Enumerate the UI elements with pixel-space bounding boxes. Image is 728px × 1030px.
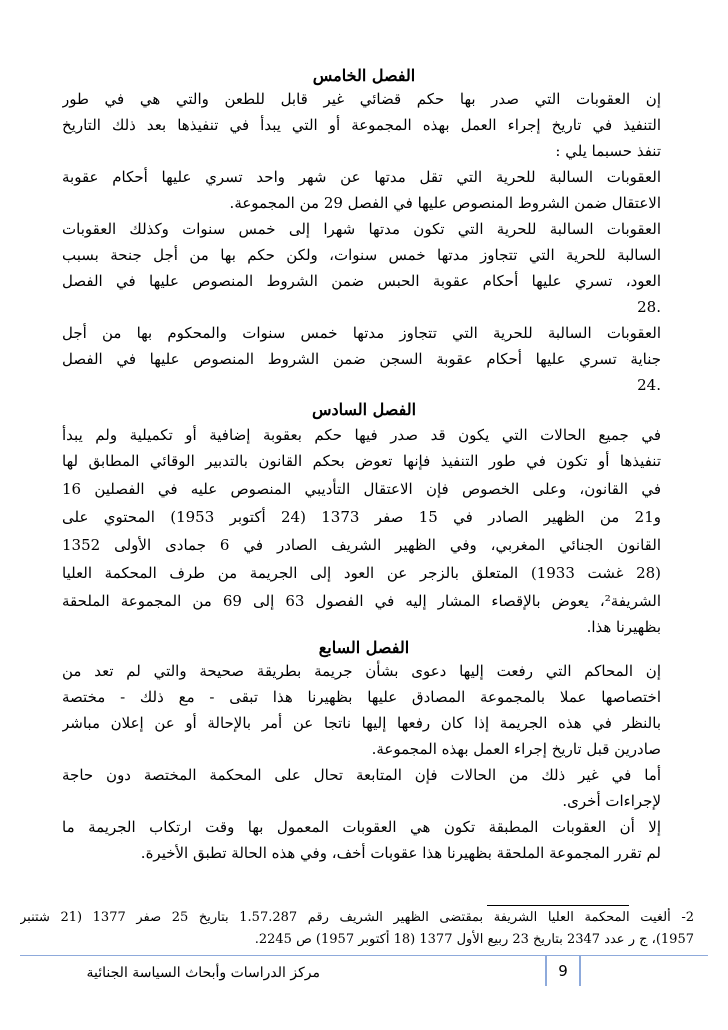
chapter-five-line-9: .28 xyxy=(637,298,661,316)
chapter-six-line-7: الشريفة²، يعوض بالإقصاء المشار إليه في الفصول 63 إلى 69 من المجموعة الملحقة xyxy=(62,592,661,610)
chapter-seven-line-4: صادرين قبل تاريخ إجراء العمل بهذه المجموعة. xyxy=(371,740,661,758)
chapter-seven-line-7: إلا أن العقوبات المطبقة تكون هي العقوبات المعمول بها وقت ارتكاب الجريمة ما xyxy=(62,818,661,836)
chapter-five-line-7: السالبة للحرية التي تتجاوز مدتها خمس سنوات، ولكن حكم بها من أجل جنحة بسبب xyxy=(62,246,661,264)
footnote-line-1: 2- ألغيت المحكمة العليا الشريفة بمقتضى الظهير الشريف رقم 1.57.287 بتاريخ 25 صفر 1377 (21 شتنبر xyxy=(20,910,694,925)
chapter-seven-line-3: بالنظر في هذه الجريمة إذا كان رفعها إليها ناتجا عن أمر بالإحالة أو عن إعلان مباشر xyxy=(62,714,661,732)
chapter-seven-title: الفصل السابع xyxy=(318,638,410,657)
chapter-six-line-6: (28 غشت 1933) المتعلق بالزجر عن العود إلى الجريمة من طرف المحكمة العليا xyxy=(62,564,661,582)
chapter-five-line-5: الاعتقال ضمن الشروط المنصوص عليها في الفصل 29 من المجموعة. xyxy=(229,194,661,212)
chapter-five-line-2: التنفيذ في تاريخ إجراء العمل بهذه المجموعة أو التي يبدأ في تنفيذها بعد ذلك التاريخ xyxy=(62,116,661,134)
chapter-six-title: الفصل السادس xyxy=(311,400,417,419)
chapter-seven-line-8: لم تقرر المجموعة الملحقة بظهيرنا هذا عقوبات أخف، وفي هذه الحالة تطبق الأخيرة. xyxy=(140,844,661,862)
footer-center-name: مركز الدراسات وأبحاث السياسة الجنائية xyxy=(86,965,320,981)
chapter-five-title: الفصل الخامس xyxy=(312,66,416,85)
chapter-five-line-3: تنفذ حسبما يلي : xyxy=(555,142,661,160)
chapter-five-line-12: .24 xyxy=(637,376,661,394)
chapter-six-line-2: تنفيذها أو تكون في طور التنفيذ فإنها تعوض بحكم القانون بالتدبير الوقائي المطابق لها xyxy=(62,452,661,470)
chapter-five-line-4: العقوبات السالبة للحرية التي تقل مدتها عن شهر واحد تسري عليها أحكام عقوبة xyxy=(62,168,661,186)
footnote-separator xyxy=(487,905,629,906)
chapter-seven-line-2: اختصاصها عملا بالمجموعة المصادق عليها بظهيرنا هذا تبقى - مع ذلك - مختصة xyxy=(62,688,661,706)
chapter-five-line-1: إن العقوبات التي صدر بها حكم قضائي غير قابل للطعن والتي هي في طور xyxy=(62,90,661,108)
footnote-line-2: 1957)، ج ر عدد 2347 بتاريخ 23 ربيع الأول 1377 (18 أكتوبر 1957) ص 2245. xyxy=(254,932,694,947)
page-number: 9 xyxy=(545,956,581,986)
footer-rule xyxy=(20,955,708,956)
chapter-five-line-11: جناية تسري عليها أحكام عقوبة السجن ضمن الشروط المنصوص عليها في الفصل xyxy=(62,350,661,368)
chapter-five-line-6: العقوبات السالبة للحرية التي تكون مدتها شهرا إلى خمس سنوات وكذلك العقوبات xyxy=(62,220,661,238)
chapter-six-line-4: و21 من الظهير الصادر في 15 صفر 1373 (24 أكتوبر 1953) المحتوي على xyxy=(62,508,661,526)
chapter-seven-line-6: لإجراءات أخرى. xyxy=(562,792,661,810)
chapter-seven-line-1: إن المحاكم التي رفعت إليها دعوى بشأن جريمة بطريقة صحيحة والتي لم تعد من xyxy=(62,662,661,680)
chapter-six-line-8: بظهيرنا هذا. xyxy=(586,618,661,636)
chapter-six-line-3: في القانون، وعلى الخصوص فإن الاعتقال التأديبي المنصوص عليه في الفصلين 16 xyxy=(62,480,661,498)
chapter-six-line-1: في جميع الحالات التي يكون قد صدر فيها حكم بعقوبة إضافية أو تكميلية ولم يبدأ xyxy=(62,426,661,444)
chapter-five-line-8: العود، تسري عليها أحكام عقوبة الحبس ضمن الشروط المنصوص عليها في الفصل xyxy=(62,272,661,290)
chapter-five-line-10: العقوبات السالبة للحرية التي تتجاوز مدتها خمس سنوات والمحكوم بها من أجل xyxy=(62,324,661,342)
chapter-seven-line-5: أما في غير ذلك من الحالات فإن المتابعة تحال على المحكمة المختصة دون حاجة xyxy=(62,766,661,784)
chapter-six-line-5: القانون الجنائي المغربي، وفي الظهير الشريف الصادر في 6 جمادى الأولى 1352 xyxy=(62,536,661,554)
